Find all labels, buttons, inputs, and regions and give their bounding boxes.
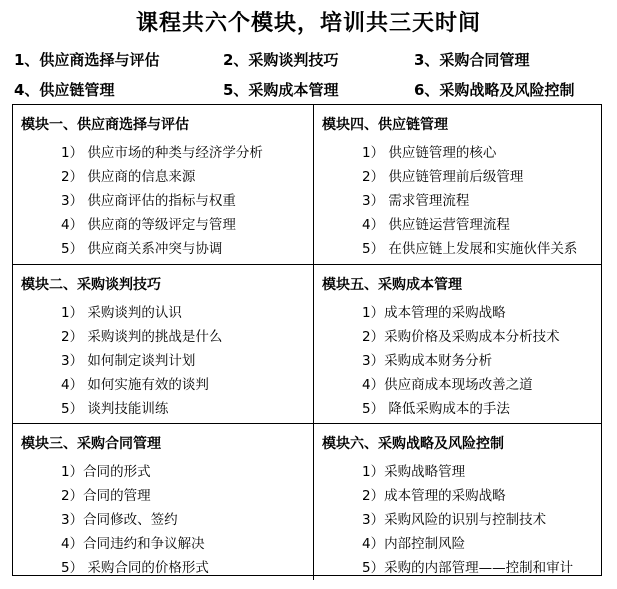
module-item: 2） 供应商的信息来源: [61, 169, 196, 185]
summary-row: [14, 74, 614, 104]
module-cell: [13, 423, 314, 580]
module-cell: [314, 423, 601, 580]
module-item: 4） 供应商的等级评定与管理: [61, 217, 236, 233]
module-item: 5）采购的内部管理——控制和审计: [362, 560, 574, 576]
module-title: 模块二、采购谈判技巧: [21, 277, 161, 293]
summary-item: 1、供应商选择与评估: [14, 50, 160, 69]
module-item: 4） 如何实施有效的谈判: [61, 377, 209, 393]
module-item: 3）合同修改、签约: [61, 512, 178, 528]
module-cell: [314, 105, 601, 264]
module-items: [21, 141, 313, 261]
module-cell: [13, 264, 314, 423]
module-title: 模块四、供应链管理: [322, 117, 448, 133]
module-title: 模块五、采购成本管理: [322, 277, 462, 293]
module-item: 2）成本管理的采购战略: [362, 488, 506, 504]
module-items: [322, 460, 601, 580]
module-item: 1）成本管理的采购战略: [362, 305, 506, 321]
module-item: 3） 如何制定谈判计划: [61, 353, 196, 369]
module-item: 3）采购风险的识别与控制技术: [362, 512, 547, 528]
module-item: 4）内部控制风险: [362, 536, 466, 552]
summary-item: 6、采购战略及风险控制: [414, 80, 575, 99]
module-cell: [13, 105, 314, 264]
module-item: 2）合同的管理: [61, 488, 151, 504]
module-item: 2） 供应链管理前后级管理: [362, 169, 524, 185]
module-item: 4） 供应链运营管理流程: [362, 217, 510, 233]
module-items: [322, 301, 601, 421]
module-item: 5） 在供应链上发展和实施伙伴关系: [362, 241, 578, 257]
module-table: [12, 104, 602, 576]
summary-row: [14, 44, 614, 74]
module-title: 模块六、采购战略及风险控制: [322, 436, 504, 452]
summary-item: 2、采购谈判技巧: [223, 50, 339, 69]
module-item: 2） 采购谈判的挑战是什么: [61, 329, 223, 345]
summary-item: 3、采购合同管理: [414, 50, 530, 69]
summary-item: 5、采购成本管理: [223, 80, 339, 99]
module-item: 1） 供应链管理的核心: [362, 145, 497, 161]
module-item: 1）合同的形式: [61, 464, 151, 480]
module-item: 4）合同违约和争议解决: [61, 536, 205, 552]
module-item: 5） 降低采购成本的手法: [362, 401, 510, 417]
module-items: [21, 301, 313, 421]
module-summary: [14, 44, 614, 104]
module-item: 1） 供应市场的种类与经济学分析: [61, 145, 263, 161]
module-item: 5） 谈判技能训练: [61, 401, 169, 417]
module-items: [21, 460, 313, 580]
module-item: 1） 采购谈判的认识: [61, 305, 182, 321]
module-item: 3） 供应商评估的指标与权重: [61, 193, 236, 209]
module-items: [322, 141, 601, 261]
module-cell: [314, 264, 601, 423]
module-item: 3）采购成本财务分析: [362, 353, 493, 369]
summary-item: 4、供应链管理: [14, 80, 115, 99]
module-title: 模块一、供应商选择与评估: [21, 117, 189, 133]
module-item: 3） 需求管理流程: [362, 193, 470, 209]
module-item: 1）采购战略管理: [362, 464, 466, 480]
module-item: 2）采购价格及采购成本分析技术: [362, 329, 560, 345]
module-item: 4）供应商成本现场改善之道: [362, 377, 533, 393]
module-title: 模块三、采购合同管理: [21, 436, 161, 452]
page-title: 课程共六个模块，培训共三天时间: [135, 10, 481, 36]
module-item: 5） 供应商关系冲突与协调: [61, 241, 223, 257]
module-item: 5） 采购合同的价格形式: [61, 560, 209, 576]
